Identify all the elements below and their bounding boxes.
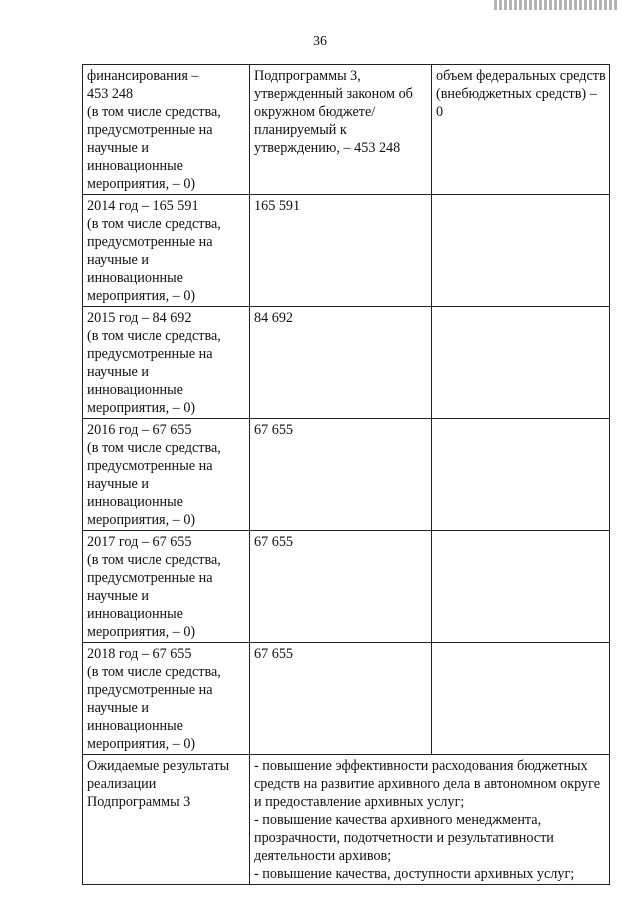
empty-cell bbox=[432, 643, 610, 755]
year-2016-cell: 2016 год – 67 655 (в том числе средства, предусмотренные на научные и инновационные мероприятия, – 0) bbox=[83, 419, 250, 531]
year-2017-cell: 2017 год – 67 655 (в том числе средства, предусмотренные на научные и инновационные мероприятия, – 0) bbox=[83, 531, 250, 643]
table-row bbox=[83, 531, 610, 643]
year-2014-cell: 2014 год – 165 591 (в том числе средства, предусмотренные на научные и инновационные мероприятия, – 0) bbox=[83, 195, 250, 307]
funding-total-cell: финансирования – 453 248 (в том числе средства, предусмотренные на научные и инновационные мероприятия, – 0) bbox=[83, 65, 250, 195]
year-2015-amount-cell: 84 692 bbox=[250, 307, 432, 419]
table-row bbox=[83, 755, 610, 885]
empty-cell bbox=[432, 307, 610, 419]
table-row bbox=[83, 643, 610, 755]
year-2014-amount-cell: 165 591 bbox=[250, 195, 432, 307]
table-row bbox=[83, 65, 610, 195]
year-2016-amount-cell: 67 655 bbox=[250, 419, 432, 531]
empty-cell bbox=[432, 419, 610, 531]
funding-table bbox=[82, 64, 610, 885]
year-2017-amount-cell: 67 655 bbox=[250, 531, 432, 643]
expected-results-text: - повышение эффективности расходования бюджетных средств на развитие архивного дела в автономном округе и предоставление архивных услуг; - повышение качества архивного менеджмента, прозрачности, подотчетности и результативности деятельности архивов; - повышение качества, доступности архивных услуг; bbox=[250, 755, 610, 885]
table-row bbox=[83, 307, 610, 419]
year-2018-amount-cell: 67 655 bbox=[250, 643, 432, 755]
empty-cell bbox=[432, 195, 610, 307]
subprogram-budget-cell: Подпрограммы 3, утвержденный законом об окружном бюджете/планируемый к утверждению, – 453 248 bbox=[250, 65, 432, 195]
federal-funds-cell: объем федеральных средств (внебюджетных средств) – 0 bbox=[432, 65, 610, 195]
empty-cell bbox=[432, 531, 610, 643]
table-row bbox=[83, 195, 610, 307]
year-2015-cell: 2015 год – 84 692 (в том числе средства, предусмотренные на научные и инновационные мероприятия, – 0) bbox=[83, 307, 250, 419]
expected-results-label: Ожидаемые результаты реализации Подпрограммы 3 bbox=[83, 755, 250, 885]
page-number: 36 bbox=[313, 34, 327, 49]
scan-mark bbox=[494, 0, 618, 10]
year-2018-cell: 2018 год – 67 655 (в том числе средства, предусмотренные на научные и инновационные мероприятия, – 0) bbox=[83, 643, 250, 755]
table-row bbox=[83, 419, 610, 531]
